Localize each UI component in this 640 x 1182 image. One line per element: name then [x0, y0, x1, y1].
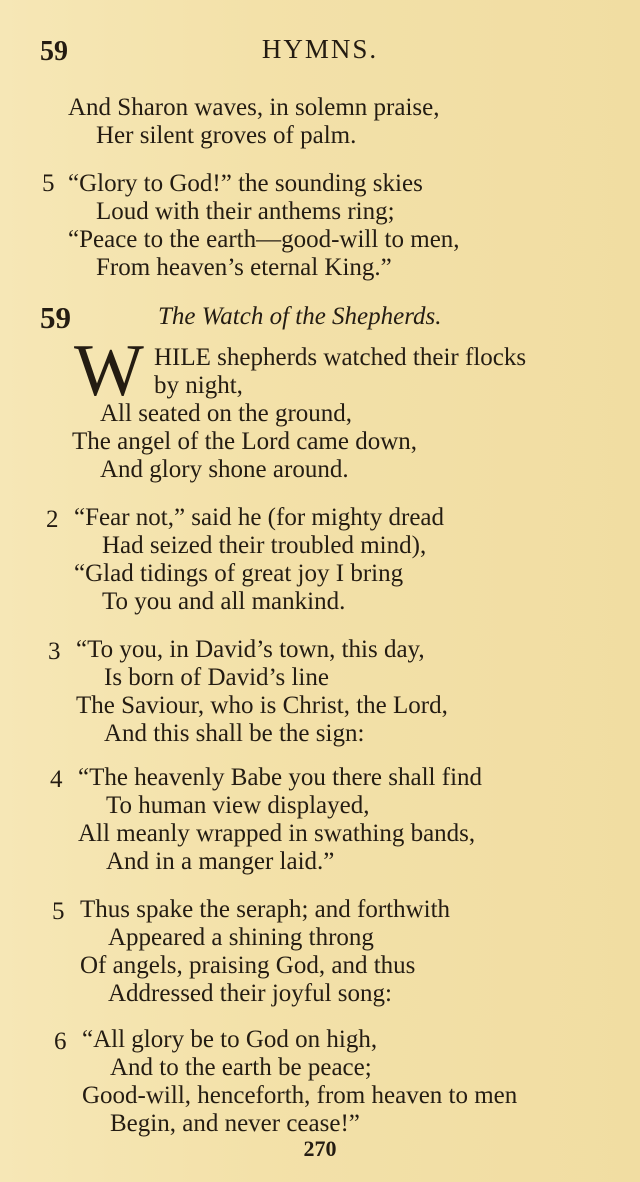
verse-line: HILE shepherds watched their flocks	[154, 344, 527, 371]
verse-number: 3	[48, 638, 61, 665]
verse-line: And Sharon waves, in solemn praise,	[68, 94, 440, 121]
verse-line: “To you, in David’s town, this day,	[76, 636, 425, 663]
page-number: 270	[303, 1136, 337, 1161]
verse-line: Loud with their anthems ring;	[96, 198, 395, 225]
hymn-number: 59	[40, 300, 71, 335]
verse-line: Good-will, henceforth, from heaven to men	[82, 1082, 518, 1109]
verse-line: And this shall be the sign:	[104, 720, 365, 747]
verse-line: Had seized their troubled mind),	[102, 532, 427, 559]
verse-line: To you and all mankind.	[102, 588, 346, 615]
verse-line: “All glory be to God on high,	[82, 1026, 378, 1053]
verse-line: The angel of the Lord came down,	[72, 428, 418, 455]
verse-number: 5	[42, 170, 55, 197]
verse-line: Addressed their joyful song:	[108, 980, 392, 1007]
bleed-through	[560, 80, 569, 118]
drop-cap: W	[74, 330, 144, 412]
verse-number: 2	[46, 506, 59, 533]
verse-line: by night,	[154, 372, 243, 399]
verse-line: Her silent groves of palm.	[96, 122, 357, 149]
verse-line: The Saviour, who is Christ, the Lord,	[76, 692, 448, 719]
verse-line: Appeared a shining throng	[108, 924, 374, 951]
verse-line: “Fear not,” said he (for mighty dread	[74, 504, 445, 531]
verse-number: 6	[54, 1028, 67, 1055]
verse-line: “Peace to the earth—good-will to men,	[68, 226, 460, 253]
verse-line: “Glad tidings of great joy I bring	[74, 560, 404, 587]
verse-line: Is born of David’s line	[104, 664, 329, 691]
verse-line: Begin, and never cease!”	[110, 1110, 360, 1137]
verse-line: And in a manger laid.”	[106, 848, 335, 875]
verse-line: To human view displayed,	[106, 792, 370, 819]
verse-line: “Glory to God!” the sounding skies	[68, 170, 423, 197]
running-header	[0, 30, 640, 74]
verse-number: 4	[50, 766, 63, 793]
verse-line: All seated on the ground,	[100, 400, 353, 427]
verse-line: All meanly wrapped in swathing bands,	[78, 820, 476, 847]
hymn-title: The Watch of the Shepherds.	[158, 303, 442, 330]
verse-number: 5	[52, 898, 65, 925]
running-title: HYMNS.	[261, 34, 379, 64]
verse-line: From heaven’s eternal King.”	[96, 254, 392, 281]
verse-line: Thus spake the seraph; and forthwith	[80, 896, 451, 923]
verse-line: And glory shone around.	[100, 456, 349, 483]
verse-line: “The heavenly Babe you there shall find	[78, 764, 483, 791]
verse-line: And to the earth be peace;	[110, 1054, 372, 1081]
verse-line: Of angels, praising God, and thus	[80, 952, 416, 979]
header-hymn-number: 59	[40, 36, 68, 67]
